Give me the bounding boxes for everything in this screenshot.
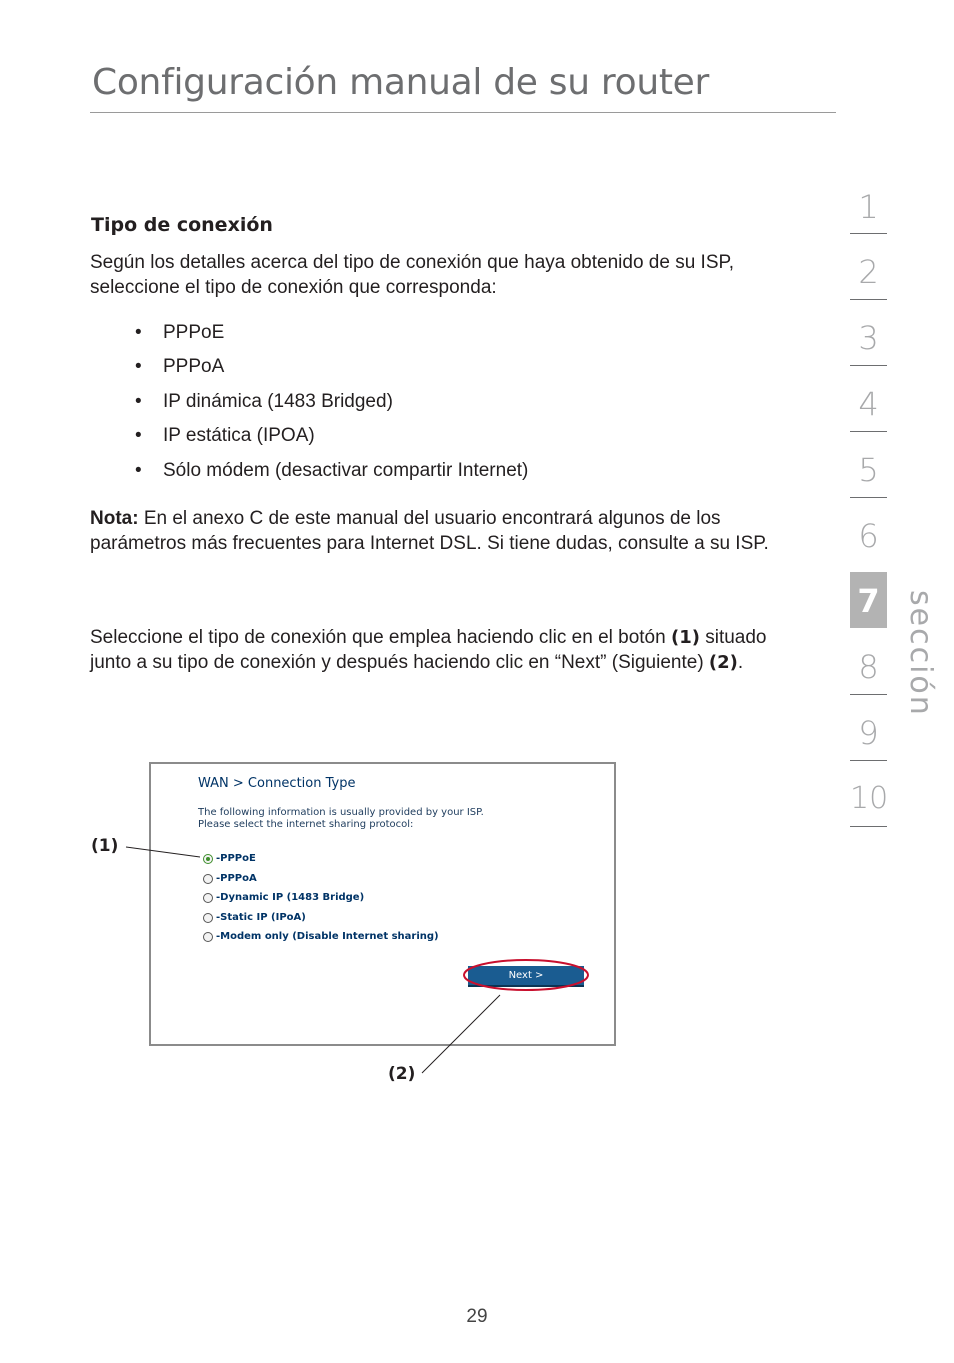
page-title: Configuración manual de su router [92,62,710,103]
intro-paragraph: Según los detalles acerca del tipo de conexión que haya obtenido de su ISP, seleccione el tipo de conexión que corresponda: [90,252,735,298]
section-nav-3[interactable]: 3 [858,319,879,357]
list-item: • PPPoE [135,320,528,354]
section-nav-5[interactable]: 5 [858,451,879,489]
option-label: -PPPoE [216,853,256,864]
callout-line-2 [422,995,500,1073]
section-nav-4[interactable]: 4 [858,385,879,423]
list-item: • IP dinámica (1483 Bridged) [135,389,528,423]
option-label: -PPPoA [216,873,257,884]
section-nav-6[interactable]: 6 [858,517,879,555]
callout-1-label: (1) [91,836,119,856]
option-label: -Modem only (Disable Internet sharing) [216,931,439,942]
figure-description-line: The following information is usually provided by your ISP. [198,807,484,818]
next-button[interactable]: Next > [468,966,584,987]
ref-2: (2) [708,652,738,673]
figure-title: WAN > Connection Type [198,776,356,791]
section-heading: Tipo de conexión [91,214,273,236]
section-nav-9[interactable]: 9 [858,714,879,752]
next-highlight-ellipse [464,960,588,990]
section-nav-10[interactable]: 10 [850,781,889,816]
section-nav-8[interactable]: 8 [858,648,879,686]
list-item: • IP estática (IPOA) [135,423,528,457]
instruction-text: . [737,652,744,673]
section-label: sección [903,590,938,717]
option-label: -Dynamic IP (1483 Bridge) [216,892,365,903]
list-item: • PPPoA [135,354,528,388]
note-text: En el anexo C de este manual del usuario encontrará algunos de los parámetros más frecuentes para Internet DSL. Si tiene dudas, consulte a su ISP. [90,508,769,554]
instruction-text: situado junto a su tipo de conexión y después haciendo clic en “Next” (Siguiente) [90,627,767,673]
page-number: 29 [466,1306,488,1327]
list-item: • Sólo módem (desactivar compartir Internet) [135,458,528,492]
callout-2-label: (2) [388,1064,416,1084]
instruction-text: Seleccione el tipo de conexión que emplea haciendo clic en el botón [90,627,671,648]
option-label: -Static IP (IPoA) [216,912,306,923]
section-nav-2[interactable]: 2 [858,253,879,291]
figure-description-line: Please select the internet sharing protocol: [198,819,414,830]
section-nav-7-active[interactable]: 7 [850,572,887,628]
ref-1: (1) [670,627,700,648]
section-nav-1[interactable]: 1 [858,188,879,226]
note-label: Nota: [90,508,139,529]
callout-line-1 [126,847,200,857]
